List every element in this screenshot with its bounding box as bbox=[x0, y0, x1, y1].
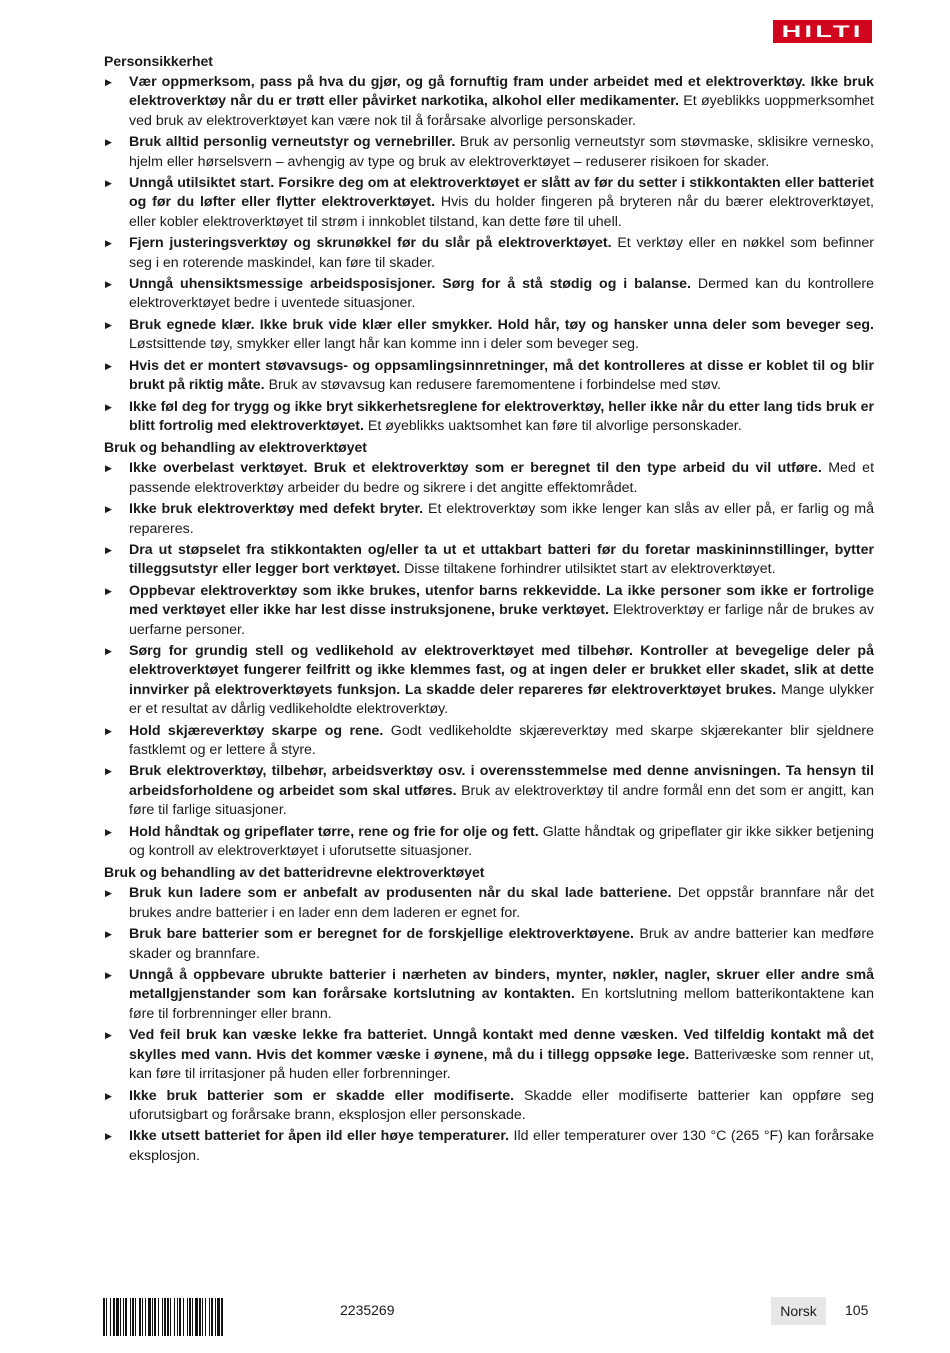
item-bold-text: Bruk bare batterier som er beregnet for de forskjellige elektroverktøyene. bbox=[129, 926, 634, 943]
bullet-arrow-icon: ▶ bbox=[105, 725, 112, 736]
item-text: Et verktøy eller en nøkkel som befinner seg i en roterende maskindel, kan føre til skader. bbox=[129, 235, 874, 271]
item-text: Disse tiltakene forhindrer utilsiktet start av elektroverktøyet. bbox=[404, 561, 776, 578]
item-bold-text: Bruk alltid personlig verneutstyr og vernebriller. bbox=[129, 134, 456, 151]
item-bold-text: Ikke overbelast verktøyet. Bruk et elektroverktøy som er beregnet til den type arbeid du vil utføre. bbox=[129, 460, 822, 477]
list-item bbox=[104, 174, 874, 232]
list-item bbox=[104, 234, 874, 273]
item-text: Med et passende elektroverktøy arbeider du bedre og sikrere i det angitte effektområdet. bbox=[129, 460, 875, 496]
item-text: Bruk av støvavsug kan redusere faremomentene i forbindelse med støv. bbox=[268, 377, 721, 394]
item-bold-text: Oppbevar elektroverktøy som ikke brukes, utenfor barns rekkevidde. La ikke personer som ikke er fortrolige med verktøyet eller ikke har lest disse instruksjonene, bruke verktøyet. bbox=[129, 582, 874, 619]
list-item bbox=[104, 823, 874, 862]
bullet-arrow-icon: ▶ bbox=[105, 401, 112, 412]
list-item bbox=[104, 1026, 874, 1084]
bullet-arrow-icon: ▶ bbox=[105, 1090, 112, 1101]
bullet-arrow-icon: ▶ bbox=[105, 279, 112, 290]
item-bold-text: Fjern justeringsverktøy og skrunøkkel før du slår på elektroverktøyet. bbox=[129, 235, 612, 252]
page-number: 105 bbox=[845, 1302, 869, 1318]
section-title: Bruk og behandling av elektroverktøyet bbox=[104, 439, 367, 456]
section-title: Personsikkerhet bbox=[104, 53, 213, 69]
item-text: Skadde eller modifiserte batterier kan oppføre seg uforutsigbart og forårsake brann, eksplosjon eller personskade. bbox=[129, 1087, 874, 1123]
bullet-arrow-icon: ▶ bbox=[105, 1030, 112, 1041]
item-bold-text: Unngå utilsiktet start. Forsikre deg om at elektroverktøyet er slått av før du setter i stikkontakten eller batteriet og før du løfter eller flytter elektroverktøyet. bbox=[129, 175, 874, 211]
list-item bbox=[104, 500, 874, 539]
bullet-arrow-icon: ▶ bbox=[105, 929, 112, 940]
list-item bbox=[104, 133, 874, 172]
list-item bbox=[104, 1127, 874, 1166]
item-bold-text: Ikke bruk elektroverktøy med defekt bryter. bbox=[129, 501, 424, 518]
item-text: Løstsittende tøy, smykker eller langt hår kan komme inn i deler som beveger seg. bbox=[129, 336, 639, 353]
list-item bbox=[104, 722, 874, 761]
document-body bbox=[104, 50, 874, 1168]
list-item bbox=[104, 398, 874, 437]
item-text: Ild eller temperaturer over 130 °C (265 °F) kan forårsake eksplosjon. bbox=[129, 1128, 874, 1164]
list-item bbox=[104, 357, 874, 396]
bullet-arrow-icon: ▶ bbox=[105, 137, 112, 148]
bullet-arrow-icon: ▶ bbox=[105, 360, 112, 371]
section-battery-tool-use bbox=[104, 863, 874, 1166]
bullet-arrow-icon: ▶ bbox=[105, 645, 112, 656]
item-bold-text: Ikke føl deg for trygg og ikke bryt sikkerhetsreglene for elektroverktøy, heller ikke når du etter lang tids bruk er blitt fortrolig med elektroverktøyet. bbox=[129, 398, 874, 434]
item-bold-text: Sørg for grundig stell og vedlikehold av elektroverktøyet med tilbehør. Kontroller at bevegelige deler på elektroverktøyet fungerer feilfritt og ikke klemmes fast, og at ingen deler er brukket eller skadet, slik at dette innvirker på elektroverktøyets funksjon. La skadde deler repareres før elektroverktøyet brukes. bbox=[129, 642, 874, 698]
list-item bbox=[104, 966, 874, 1024]
item-bold-text: Unngå å oppbevare ubrukte batterier i nærheten av binders, mynter, nøkler, nagler, skruer eller andre små metallgjenstander som kan forårsake kortslutning av kontakten. bbox=[129, 967, 874, 1003]
item-bold-text: Hold håndtak og gripeflater tørre, rene og frie for olje og fett. bbox=[129, 823, 539, 840]
list-item bbox=[104, 541, 874, 580]
list-item bbox=[104, 1087, 874, 1126]
bullet-list bbox=[104, 884, 874, 1166]
item-text: En kortslutning mellom batterikontaktene kan føre til forbrenninger eller brann. bbox=[129, 986, 874, 1022]
item-bold-text: Vær oppmerksom, pass på hva du gjør, og gå fornuftig fram under arbeidet med et elektroverktøy. Ikke bruk elektroverktøy når du er trøtt eller påvirket narkotika, alkohol eller medikamenter. bbox=[129, 74, 874, 110]
bullet-arrow-icon: ▶ bbox=[105, 319, 112, 330]
list-item bbox=[104, 762, 874, 820]
item-text: Bruk av andre batterier kan medføre skader og brannfare. bbox=[129, 926, 874, 962]
item-text: Et øyeblikks uaktsomhet kan føre til alvorlige personskader. bbox=[367, 417, 742, 434]
item-bold-text: Bruk kun ladere som er anbefalt av produsenten når du skal lade batteriene. bbox=[129, 885, 672, 902]
list-item bbox=[104, 459, 874, 498]
bullet-arrow-icon: ▶ bbox=[105, 504, 112, 515]
item-bold-text: Unngå uhensiktsmessige arbeidsposisjoner. Sørg for å stå stødig og i balanse. bbox=[129, 276, 691, 293]
document-code: 2235269 bbox=[340, 1302, 395, 1318]
bullet-arrow-icon: ▶ bbox=[105, 238, 112, 249]
item-text: Bruk av elektroverktøy til andre formål enn det som er angitt, kan føre til farlige situasjoner. bbox=[129, 782, 874, 819]
section-title: Bruk og behandling av det batteridrevne elektroverktøyet bbox=[104, 864, 485, 881]
bullet-arrow-icon: ▶ bbox=[105, 970, 112, 981]
bullet-arrow-icon: ▶ bbox=[105, 585, 112, 596]
bullet-arrow-icon: ▶ bbox=[105, 77, 112, 87]
item-text: Glatte håndtak og gripeflater gir ikke sikker betjening og kontroll av elektroverktøyet i uforutsette situasjoner. bbox=[129, 823, 874, 860]
item-text: Batterivæske som renner ut, kan føre til irritasjoner på huden eller forbrenninger. bbox=[129, 1046, 874, 1083]
item-bold-text: Ikke utsett batteriet for åpen ild eller høye temperaturer. bbox=[129, 1128, 510, 1145]
list-item bbox=[104, 275, 874, 314]
list-item bbox=[104, 925, 874, 964]
hilti-logo bbox=[773, 20, 872, 43]
bullet-arrow-icon: ▶ bbox=[105, 888, 112, 899]
bullet-arrow-icon: ▶ bbox=[105, 463, 112, 474]
bullet-arrow-icon: ▶ bbox=[105, 766, 112, 777]
item-text: Et øyeblikks uoppmerksomhet ved bruk av elektroverktøyet kan være nok til å forårsake alvorlige personskader. bbox=[129, 93, 874, 129]
item-text: Godt vedlikeholdte skjæreverktøy med skarpe skjærekanter blir sjeldnere fastklemt og er lettere å styre. bbox=[129, 722, 874, 758]
item-bold-text: Ikke bruk batterier som er skadde eller modifiserte. bbox=[129, 1087, 515, 1104]
item-text: Et elektroverktøy som ikke lenger kan slås av eller på, er farlig og må repareres. bbox=[129, 501, 874, 537]
bullet-list bbox=[104, 459, 874, 861]
bullet-arrow-icon: ▶ bbox=[105, 178, 112, 189]
section-power-tool-use bbox=[104, 438, 874, 861]
item-text: Bruk av personlig verneutstyr som støvmaske, sklisikre vernesko, hjelm eller hørselsvern – avhengig av type og bruk av elektroverktøyet – reduserer risikoen for skader. bbox=[129, 134, 874, 170]
item-text: Dermed kan du kontrollere elektroverktøyet bedre i uventede situasjoner. bbox=[129, 276, 874, 312]
list-item bbox=[104, 642, 874, 720]
item-bold-text: Dra ut støpselet fra stikkontakten og/eller ta ut et uttakbart batteri før du foretar maskininnstillinger, bytter tilleggsutstyr eller legger bort verktøyet. bbox=[129, 541, 874, 578]
bullet-arrow-icon: ▶ bbox=[105, 1131, 112, 1142]
item-bold-text: Bruk elektroverktøy, tilbehør, arbeidsverktøy osv. i overensstemmelse med denne anvisningen. Ta hensyn til arbeidsforholdene og arbeidet som skal utføres. bbox=[129, 763, 874, 799]
barcode bbox=[103, 1298, 315, 1336]
item-bold-text: Hvis det er montert støvavsugs- og oppsamlingsinnretninger, må det kontrolleres at disse er koblet til og blir brukt på riktig måte. bbox=[129, 357, 874, 394]
item-text: Elektroverktøy er farlige når de brukes av uerfarne personer. bbox=[129, 602, 875, 638]
item-text: Hvis du holder fingeren på bryteren når du bærer elektroverktøyet, eller kobler elektroverktøyet til strøm i innkoblet tilstand, kan dette føre til uhell. bbox=[129, 194, 874, 230]
logo-text: HILTI bbox=[781, 21, 864, 41]
page-footer bbox=[0, 1290, 950, 1340]
item-text: Mange ulykker er et resultat av dårlig vedlikeholdte elektroverktøy. bbox=[129, 681, 874, 718]
list-item bbox=[104, 73, 874, 131]
list-item bbox=[104, 316, 874, 355]
item-text: Det oppstår brannfare når det brukes andre batterier i en lader enn dem laderen er egnet for. bbox=[129, 885, 874, 921]
bullet-arrow-icon: ▶ bbox=[105, 826, 112, 837]
item-bold-text: Hold skjæreverktøy skarpe og rene. bbox=[129, 722, 384, 739]
item-bold-text: Ved feil bruk kan væske lekke fra batteriet. Unngå kontakt med denne væsken. Ved tilfeldig kontakt må det skylles med vann. Hvis det kommer væske i øynene, må du i tillegg oppsøke lege. bbox=[129, 1027, 874, 1063]
bullet-arrow-icon: ▶ bbox=[105, 544, 112, 555]
bullet-list bbox=[104, 73, 874, 436]
item-bold-text: Bruk egnede klær. Ikke bruk vide klær eller smykker. Hold hår, tøy og hansker unna deler som beveger seg. bbox=[129, 316, 874, 333]
language-label: Norsk bbox=[771, 1297, 826, 1325]
list-item bbox=[104, 582, 874, 640]
list-item bbox=[104, 884, 874, 923]
section-personal-safety bbox=[104, 52, 874, 436]
